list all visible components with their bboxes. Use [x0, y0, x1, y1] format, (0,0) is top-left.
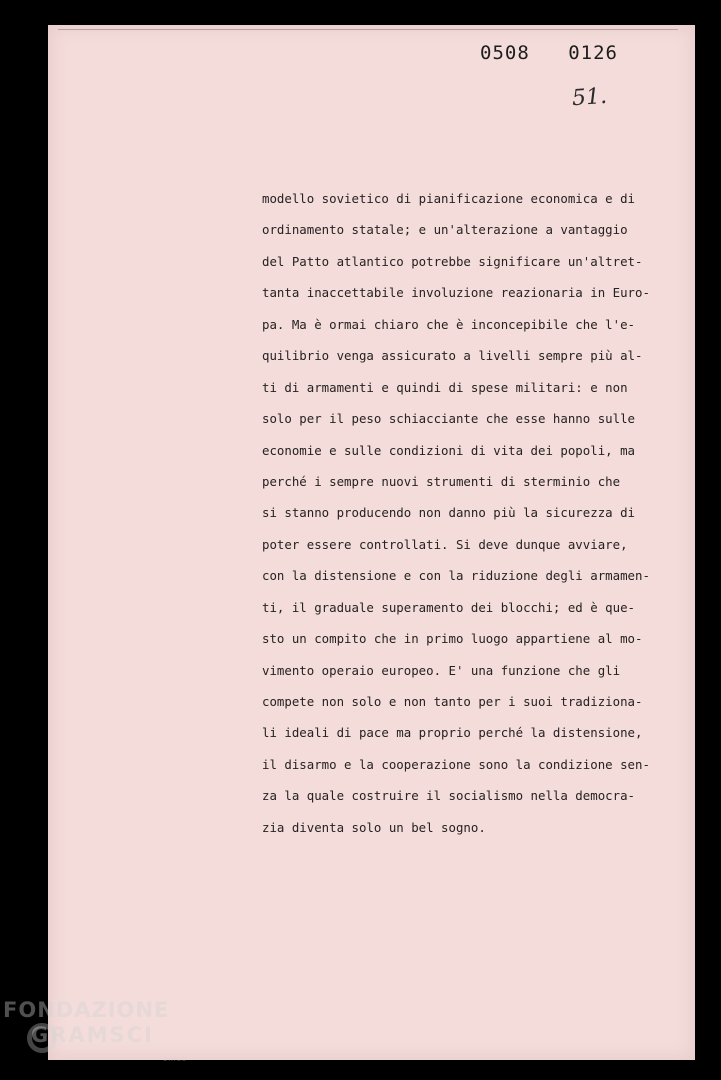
text-line: perché i sempre nuovi strumenti di sterminio che — [262, 473, 621, 489]
text-line: sto un compito che in primo luogo appartiene al mo- — [262, 631, 643, 647]
fondazione-gramsci-watermark — [3, 998, 187, 1063]
text-line: compete non solo e non tanto per i suoi tradiziona- — [262, 694, 643, 709]
watermark-line-2-text: GRAMSCI — [31, 1023, 154, 1047]
page-top-edge — [58, 29, 678, 30]
watermark-line-1: FONDAZIONE — [3, 998, 170, 1022]
handwritten-folio-number: 51. — [571, 83, 608, 112]
text-line: quilibrio venga assicurato a livelli sempre più al- — [262, 348, 643, 364]
archive-stamp-numbers — [480, 42, 618, 64]
text-line: vimento operaio europeo. E' una funzione che gli — [262, 662, 621, 678]
text-line: pa. Ma è ormai chiaro che è inconcepibile che l'e- — [262, 316, 635, 332]
typewritten-paragraph — [262, 183, 650, 843]
watermark-logo-icon — [27, 1023, 57, 1053]
text-line: si stanno producendo non danno più la sicurezza di — [262, 505, 635, 521]
text-line: li ideali di pace ma proprio perché la distensione, — [262, 725, 643, 741]
text-line: modello sovietico di pianificazione economica e di — [262, 191, 635, 206]
text-line: il disarmo e la cooperazione sono la condizione sen- — [262, 756, 650, 772]
text-line: ti di armamenti e quindi di spese militari: e non — [262, 379, 628, 395]
text-line: con la distensione e con la riduzione degli armamen- — [262, 568, 650, 584]
watermark-line-2 — [31, 1023, 169, 1047]
text-line: poter essere controllati. Si deve dunque avviare, — [262, 536, 628, 552]
typed-page — [48, 25, 695, 1060]
archive-number-left: 0508 — [480, 42, 530, 64]
text-line: solo per il peso schiacciante che esse hanno sulle — [262, 411, 635, 427]
watermark-sub: onlus — [163, 1055, 187, 1063]
text-line: ordinamento statale; e un'alterazione a vantaggio — [262, 222, 628, 238]
archive-number-right: 0126 — [568, 42, 618, 64]
text-line: za la quale costruire il socialismo nella democra- — [262, 788, 635, 804]
text-line: ti, il graduale superamento dei blocchi; ed è que- — [262, 599, 635, 615]
text-line: zia diventa solo un bel sogno. — [262, 819, 486, 835]
text-line: economie e sulle condizioni di vita dei popoli, ma — [262, 442, 635, 458]
text-line: tanta inaccettabile involuzione reazionaria in Euro- — [262, 285, 650, 301]
text-line: del Patto atlantico potrebbe significare un'altret- — [262, 253, 643, 269]
